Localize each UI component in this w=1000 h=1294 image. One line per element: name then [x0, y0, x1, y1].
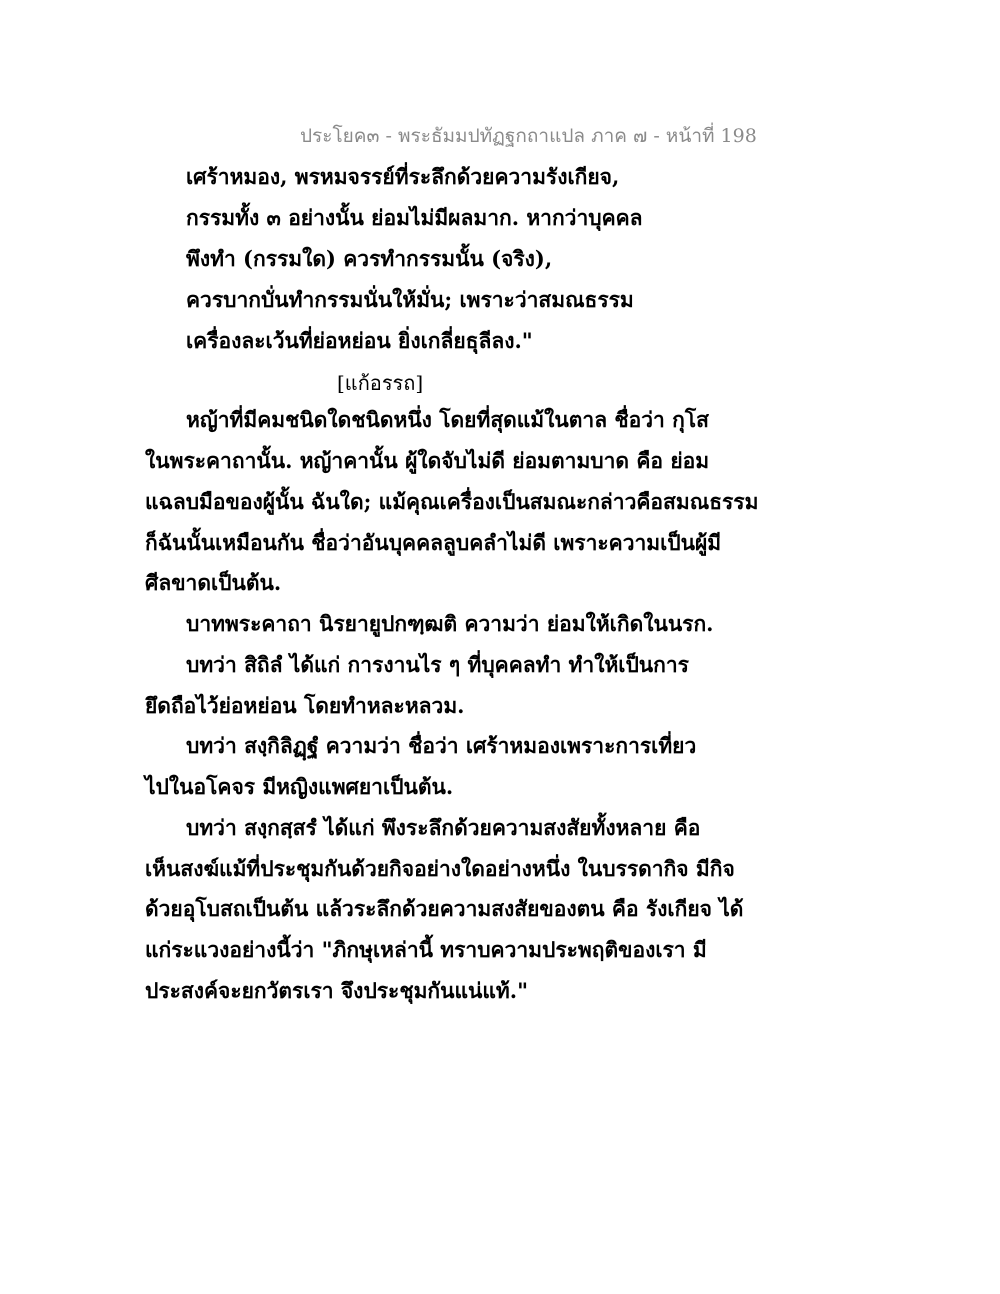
body-line: บาทพระคาถา นิรยายูปกฑฺฒติ ความว่า ย่อมให้เกิดในนรก. [186, 611, 714, 636]
body-line: หญ้าที่มีคมชนิดใดชนิดหนึ่ง โดยที่สุดแม้ในตาล ชื่อว่า กุโส [186, 407, 709, 432]
verse-line: พึงทำ (กรรมใด) ควรทำกรรมนั้น (จริง), [186, 246, 553, 271]
verse-line: เครื่องละเว้นที่ย่อหย่อน ยิ่งเกลี่ยธุลีลง." [186, 328, 533, 353]
body-line: ศีลขาดเป็นต้น. [145, 570, 282, 595]
page-header: ประโยค๓ - พระธัมมปทัฏฐกถาแปล ภาค ๗ - หน้าที่ 198 [300, 125, 757, 147]
body-line: ประสงค์จะยกวัตรเรา จึงประชุมกันแน่แท้." [145, 978, 529, 1003]
body-line: บทว่า สงฺกสฺสรํ ได้แก่ พึงระลึกด้วยความสงสัยทั้งหลาย คือ [186, 815, 701, 840]
verse-line: ควรบากบั่นทำกรรมนั่นให้มั่น; เพราะว่าสมณธรรม [186, 287, 634, 312]
body-line: บทว่า สิถิลํ ได้แก่ การงานไร ๆ ที่บุคคลทำ ทำให้เป็นการ [186, 652, 689, 677]
body-line: ด้วยอุโบสถเป็นต้น แล้วระลึกด้วยความสงสัยของตน คือ รังเกียจ ได้ [145, 896, 744, 921]
section-tag: [แก้อรรถ] [337, 371, 424, 395]
body-line: ในพระคาถานั้น. หญ้าคานั้น ผู้ใดจับไม่ดี ย่อมตามบาด คือ ย่อม [145, 448, 710, 473]
body-line: ยึดถือไว้ย่อหย่อน โดยทำหละหลวม. [145, 693, 465, 718]
body-line: บทว่า สงฺกิลิฏฺฐํ ความว่า ชื่อว่า เศร้าหมองเพราะการเที่ยว [186, 733, 697, 758]
body-line: ก็ฉันนั้นเหมือนกัน ชื่อว่าอันบุคคลลูบคลำไม่ดี เพราะความเป็นผู้มี [145, 530, 722, 555]
body-line: แก่ระแวงอย่างนี้ว่า "ภิกษุเหล่านี้ ทราบความประพฤติของเรา มี [145, 937, 707, 962]
verse-line: เศร้าหมอง, พรหมจรรย์ที่ระลึกด้วยความรังเกียจ, [186, 164, 620, 189]
body-line: แฉลบมือของผู้นั้น ฉันใด; แม้คุณเครื่องเป็นสมณะกล่าวคือสมณธรรม [145, 489, 759, 514]
verse-line: กรรมทั้ง ๓ อย่างนั้น ย่อมไม่มีผลมาก. หากว่าบุคคล [186, 205, 643, 230]
body-line: เห็นสงฆ์แม้ที่ประชุมกันด้วยกิจอย่างใดอย่างหนึ่ง ในบรรดากิจ มีกิจ [145, 856, 735, 881]
body-line: ไปในอโคจร มีหญิงแพศยาเป็นต้น. [145, 774, 454, 799]
